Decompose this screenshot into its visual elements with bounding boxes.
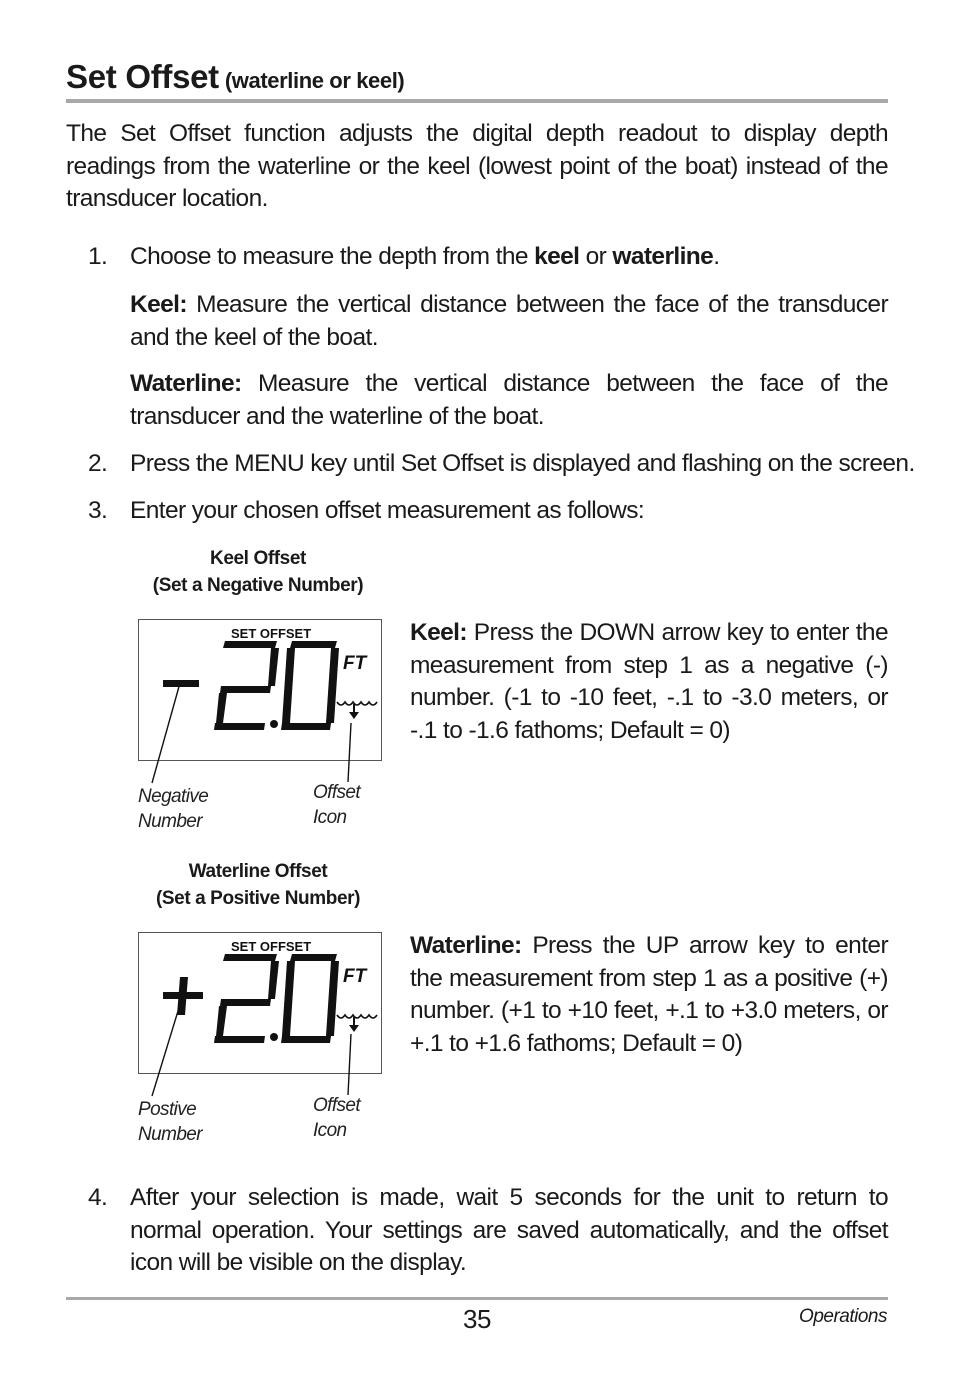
keel-callout-left-line2: Number [138, 811, 202, 832]
waterline-figure-caption [128, 858, 388, 912]
keel-definition [130, 289, 888, 354]
keel-figure-caption [128, 545, 388, 599]
step-1-keel-word: keel [534, 243, 580, 270]
keel-definition-text: Measure the vertical distance between the face of the transducer and the keel of the boat. [130, 291, 888, 351]
step-1-number: 1. [88, 243, 108, 270]
keel-callout-lines [130, 675, 370, 790]
footer-section-name: Operations [799, 1306, 887, 1327]
step-1-text [130, 241, 888, 274]
footer-divider [66, 1297, 888, 1300]
waterline-definition-label: Waterline: [130, 370, 242, 397]
title-divider [66, 99, 888, 103]
step-4-text: After your selection is made, wait 5 seconds for the unit to return to normal operation. Your settings are saved automatically, and the offset icon will be visible on the display. [130, 1184, 888, 1276]
waterline-lcd-label: SET OFFSET [231, 939, 312, 954]
step-1-waterline-word: waterline [612, 243, 714, 270]
waterline-figure-caption-line1: Waterline Offset [188, 861, 328, 882]
keel-instruction-label: Keel: [410, 619, 467, 646]
keel-instruction-text: Press the DOWN arrow key to enter the measurement from step 1 as a negative (-) number. (-1 to -10 feet, -.1 to -3.0 meters, or -.1 to -1.6 fathoms; Default = 0) [410, 619, 888, 744]
waterline-callout-lines [130, 988, 370, 1103]
keel-callout-negative-number [138, 784, 208, 834]
waterline-callout-right-line1: Offset [313, 1095, 361, 1116]
keel-callout-right-line1: Offset [313, 782, 361, 803]
waterline-instruction-label: Waterline: [410, 932, 522, 959]
step-1-text-before: Choose to measure the depth from the [130, 243, 535, 270]
intro-paragraph: The Set Offset function adjusts the digital depth readout to display depth readings from the waterline or the keel (lowest point of the boat) instead of the transducer location. [66, 120, 888, 212]
page-subtitle: (waterline or keel) [224, 68, 405, 93]
keel-figure-caption-line2: (Set a Negative Number) [152, 575, 364, 596]
keel-figure-caption-line1: Keel Offset [210, 548, 306, 569]
waterline-figure-caption-line2: (Set a Positive Number) [155, 888, 361, 909]
waterline-instruction [410, 930, 888, 1060]
step-4-number: 4. [88, 1184, 108, 1211]
waterline-callout-right-line2: Icon [313, 1120, 347, 1141]
waterline-callout-positive-number [138, 1097, 202, 1147]
keel-callout-offset-icon [313, 780, 360, 830]
keel-lcd-label: SET OFFSET [231, 626, 312, 641]
section-heading [66, 58, 888, 102]
waterline-callout-offset-icon [313, 1093, 360, 1143]
waterline-callout-left-line2: Number [138, 1124, 202, 1145]
step-1-or: or [579, 243, 613, 270]
keel-instruction [410, 617, 888, 747]
waterline-definition-text: Measure the vertical distance between the face of the transducer and the waterline of the boat. [130, 370, 888, 430]
keel-unit-label: FT [343, 653, 367, 674]
keel-callout-right-line2: Icon [313, 807, 347, 828]
step-2-number: 2. [88, 450, 108, 477]
waterline-definition [130, 368, 888, 433]
keel-callout-left-line1: Negative [138, 786, 209, 807]
page-title: Set Offset [66, 58, 219, 95]
step-3-text: Enter your chosen offset measurement as follows: [130, 497, 645, 524]
step-1-period: . [713, 243, 720, 270]
page-number: 35 [463, 1304, 491, 1334]
keel-definition-label: Keel: [130, 291, 187, 318]
step-3-number: 3. [88, 497, 108, 524]
waterline-unit-label: FT [343, 966, 367, 987]
waterline-callout-left-line1: Postive [138, 1099, 197, 1120]
step-2-text: Press the MENU key until Set Offset is displayed and flashing on the screen. [130, 450, 915, 477]
waterline-instruction-text: Press the UP arrow key to enter the measurement from step 1 as a positive (+) number. (+1 to +10 feet, +.1 to +3.0 meters, or +.1 to +1.6 fathoms; Default = 0) [410, 932, 888, 1057]
